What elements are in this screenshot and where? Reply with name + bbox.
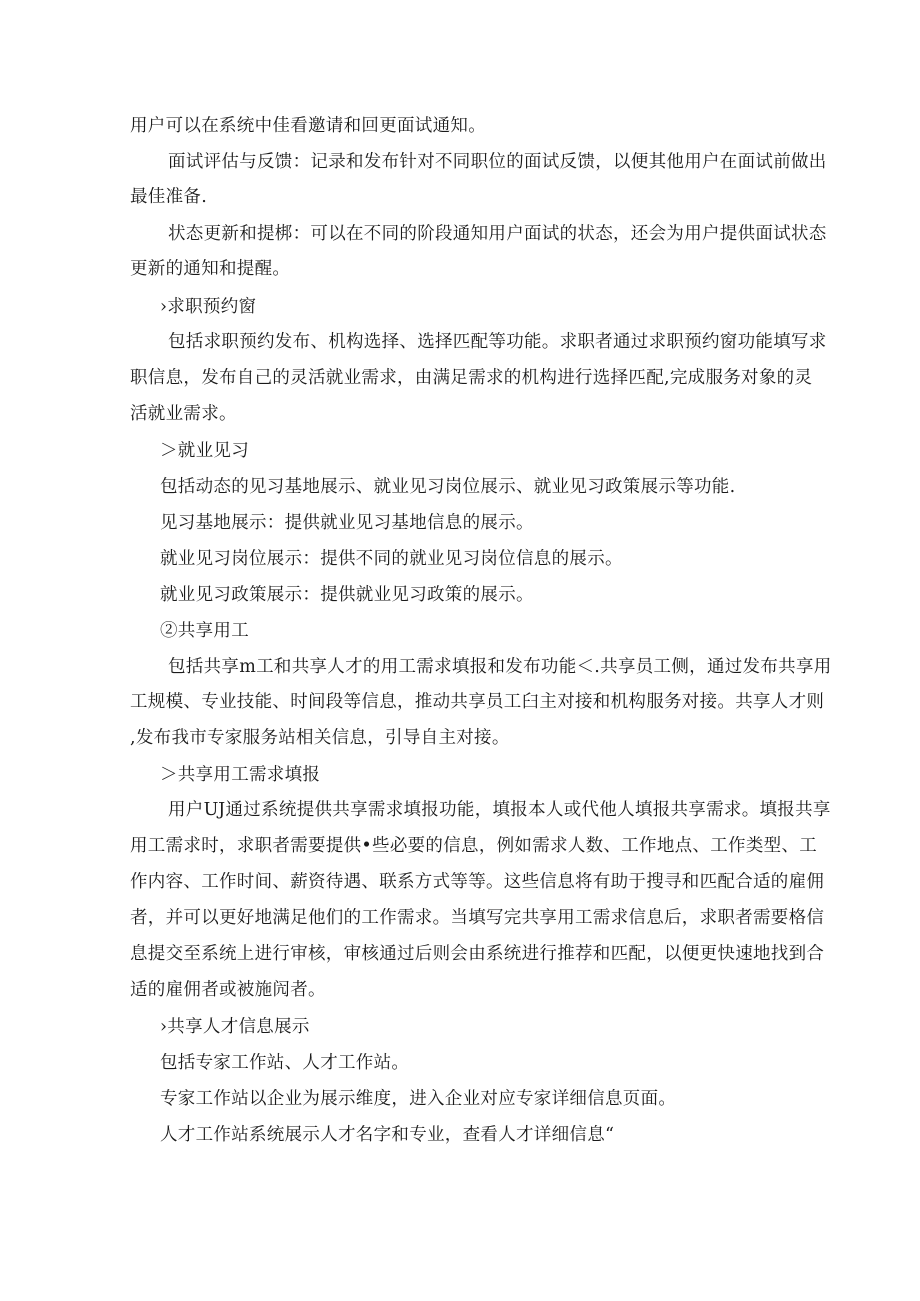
text-line: 包括专家工作站、人才工作站。 bbox=[160, 1053, 410, 1073]
text-line: 包括求职预约发布、机构选择、选择匹配等功能。求职者通过求职预约窗功能填写求 bbox=[168, 332, 827, 352]
text-line: 工规模、专业技能、时间段等信息，推动共享员工臼主对接和机构服务对接。共享人才则 bbox=[130, 692, 825, 712]
section-heading: ②共享用工 bbox=[160, 621, 249, 641]
text-line: 更新的通知和提醒。 bbox=[130, 259, 291, 279]
text-line: 职信息，发布自己的灵活就业需求，由满足需求的机构进行选择匹配,完成服务对象的灵 bbox=[130, 368, 813, 388]
text-line: 状态更新和提梆：可以在不同的阶段通知用户面试的状态，还会为用户提供面试状态 bbox=[168, 224, 827, 244]
text-line: 最佳准备. bbox=[130, 187, 208, 207]
text-line: 用户可以在系统中佳看邀请和回更面试通知。 bbox=[130, 116, 486, 136]
section-heading: ＞共享用工需求填报 bbox=[160, 765, 321, 785]
text-line: 包括动态的见习基地展示、就业见习岗位展示、就业见习政策展示等功能. bbox=[160, 477, 736, 497]
text-line: 见习基地展示：提供就业见习基地信息的展示。 bbox=[160, 513, 534, 533]
text-line: 作内容、工作时间、薪资待遇、联系方式等等。这些信息将有助于搜寻和匹配合适的雇佣 bbox=[130, 872, 825, 892]
text-line: 息提交至系统上进行审核，审核通过后则会由系统进行推荐和匹配，以便更快速地找到合 bbox=[130, 944, 825, 964]
text-line: 包括共享m工和共享人才的用工需求填报和发布功能＜.共享员工侧，通过发布共享用 bbox=[168, 657, 832, 677]
text-line: ,发布我市专家服务站相关信息，引导自主对接。 bbox=[130, 728, 510, 748]
section-heading: ›共享人才信息展示 bbox=[160, 1017, 310, 1037]
text-line: 者，并可以更好地满足他们的工作需求。当填写完共享用工需求信息后，求职者需要格信 bbox=[130, 908, 825, 928]
text-line: 就业见习岗位展示：提供不同的就业见习岗位信息的展示。 bbox=[160, 549, 623, 569]
text-line: 专家工作站以企业为展示维度，进入企业对应专家详细信息页面。 bbox=[160, 1089, 677, 1109]
text-line: 适的雇佣者或被施闶者。 bbox=[130, 980, 326, 1000]
text-line: 面试评估与反馈：记录和发布针对不同职位的面试反馈，以便其他用户在面试前做出 bbox=[168, 152, 827, 172]
text-line: 用户UJ通过系统提供共享需求填报功能，填报本人或代他人填报共享需求。填报共享 bbox=[168, 800, 831, 820]
section-heading: ›求职预约窗 bbox=[160, 297, 257, 317]
text-line: 用工需求时，求职者需要提供•些必要的信息，例如需求人数、工作地点、工作类型、工 bbox=[130, 836, 818, 856]
text-line: 活就业需求。 bbox=[130, 404, 237, 424]
section-heading: ＞就业见习 bbox=[160, 441, 249, 461]
text-line: 就业见习政策展示：提供就业见习政策的展示。 bbox=[160, 585, 534, 605]
text-line: 人才工作站系统展示人才名字和专业，查看人才详细信息“ bbox=[160, 1125, 615, 1145]
